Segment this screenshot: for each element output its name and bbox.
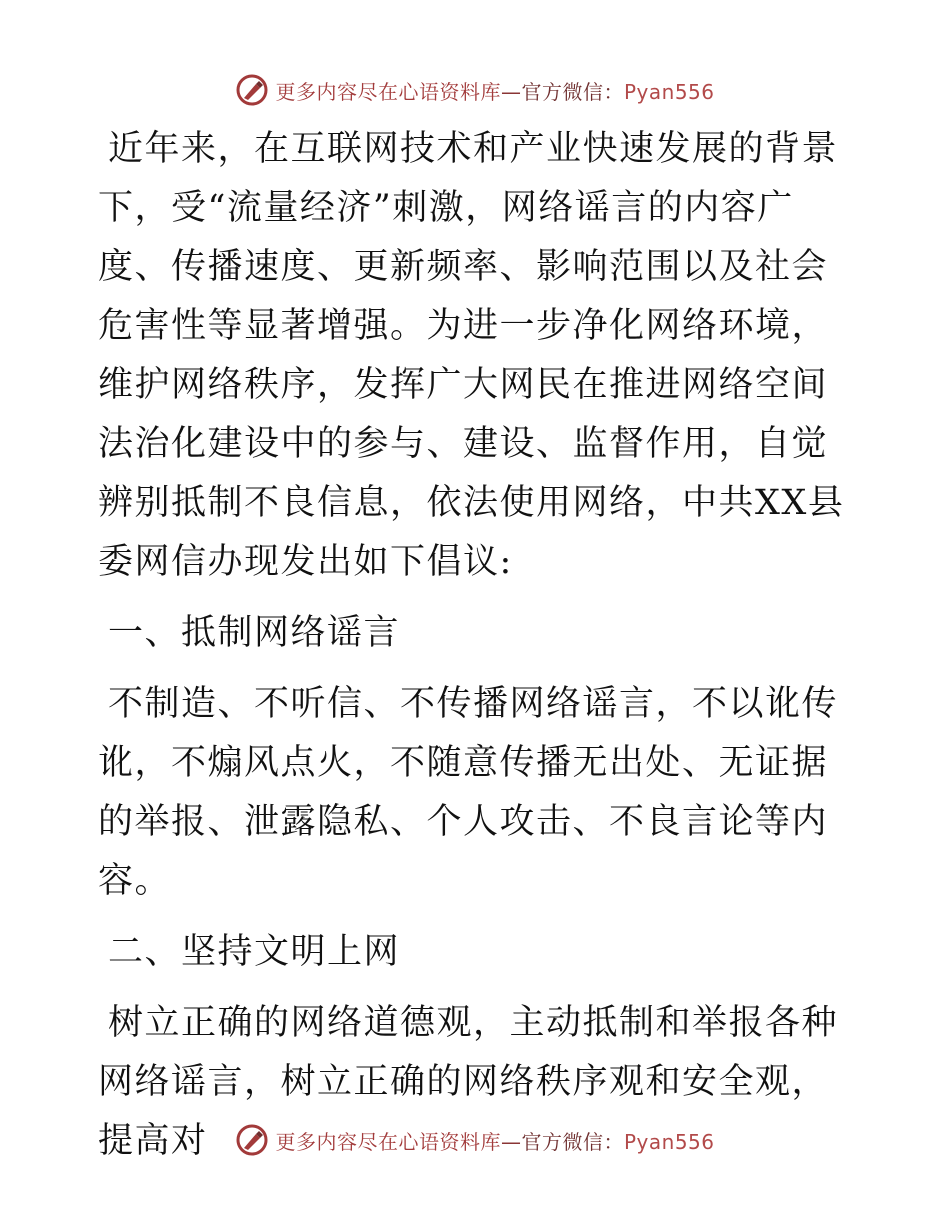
pen-nib-icon: [235, 73, 269, 107]
watermark-text: [275, 1126, 714, 1155]
footer-watermark: [0, 1120, 950, 1160]
section-paragraph-1: 不制造、不听信、不传播网络谣言，不以讹传讹，不煽风点火，不随意传播无出处、无证据的举报、泄露隐私、个人攻击、不良言论等内容。: [98, 684, 839, 901]
document-body: [98, 120, 858, 1171]
watermark-wechat-label: 官方微信：: [521, 1129, 624, 1154]
intro-paragraph: 近年来，在互联网技术和产业快速发展的背景下，受“流量经济”刺激，网络谣言的内容广度、传播速度、更新频率、影响范围以及社会危害性等显著增强。为进一步净化网络环境，维护网络秩序，发挥广大网民在推进网络空间法治化建设中的参与、建设、监督作用，自觉辨别抵制不良信息，依法使用网络，中共XX县委网信办现发出如下倡议:: [98, 129, 845, 582]
watermark-separator: —: [500, 79, 522, 104]
watermark-slogan: 更多内容尽在心语资料库: [275, 1129, 501, 1154]
watermark-text: [275, 76, 714, 105]
watermark-wechat-label: 官方微信：: [521, 79, 624, 104]
watermark-wechat-id: Pyan556: [623, 79, 715, 104]
section-paragraph-2: 树立正确的网络道德观，主动抵制和举报各种网络谣言，树立正确的网络秩序观和安全观，提高对: [98, 1003, 839, 1161]
pen-nib-icon: [235, 1123, 269, 1157]
section-heading-1: 一、抵制网络谣言: [108, 613, 401, 653]
watermark-wechat-id: Pyan556: [623, 1129, 715, 1154]
section-heading-2: 二、坚持文明上网: [108, 932, 401, 972]
watermark-slogan: 更多内容尽在心语资料库: [275, 79, 501, 104]
watermark-separator: —: [500, 1129, 522, 1154]
header-watermark: [0, 70, 950, 110]
